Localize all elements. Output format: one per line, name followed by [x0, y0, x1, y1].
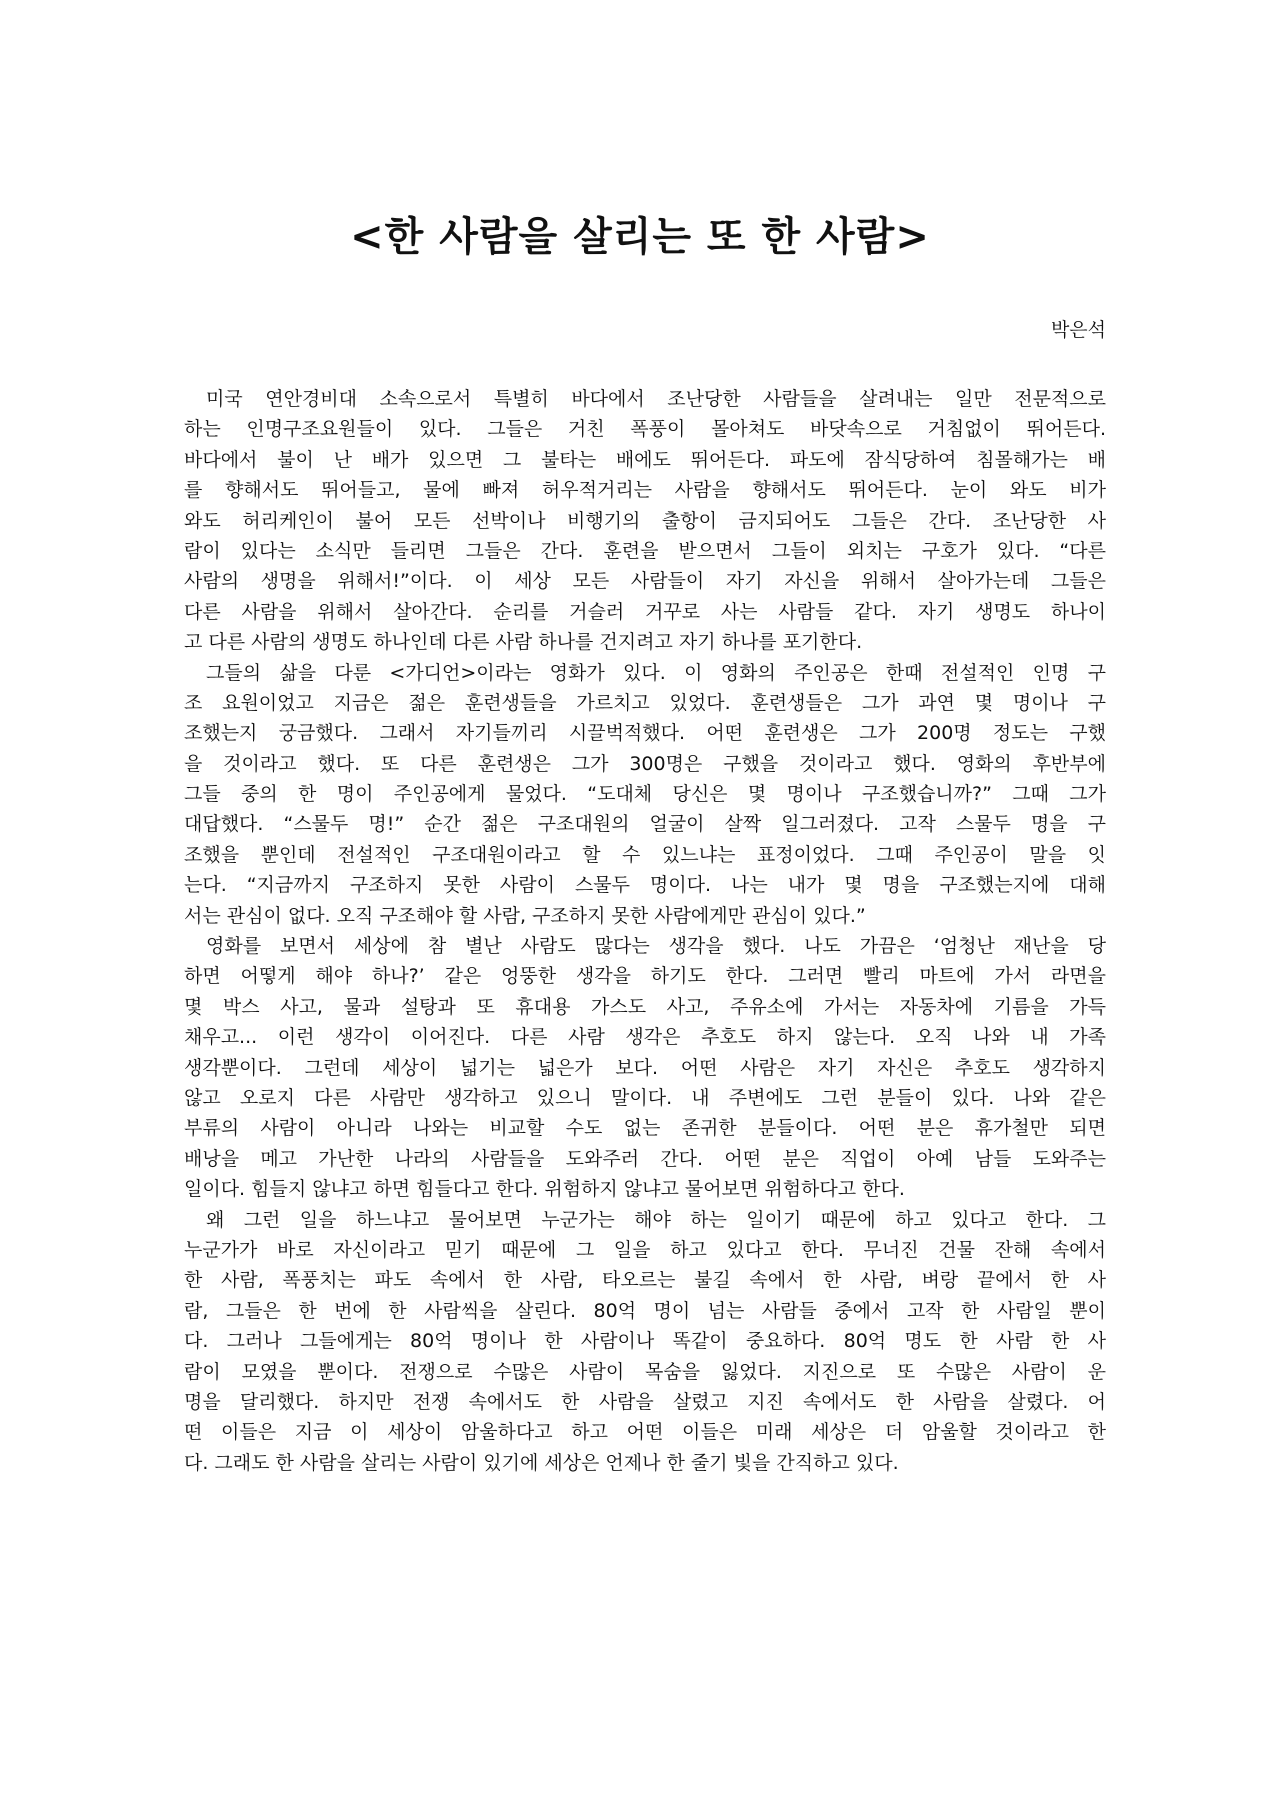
text-line: 부류의 사람이 아니라 나와는 비교할 수도 없는 존귀한 분들이다. 어떤 분은 휴가철만 되면: [184, 1117, 1106, 1140]
text-line: 하면 어떻게 해야 하나?’ 같은 엉뚱한 생각을 하기도 한다. 그러면 빨리 마트에 가서 라면을: [184, 965, 1106, 988]
text-line: 람이 모였을 뿐이다. 전쟁으로 수많은 사람이 목숨을 잃었다. 지진으로 또 수많은 사람이 운: [184, 1360, 1106, 1383]
text-line: 영화를 보면서 세상에 참 별난 사람도 많다는 생각을 했다. 나도 가끔은 ‘엄청난 재난을 당: [206, 935, 1106, 958]
text-line: 그들 중의 한 명이 주인공에게 물었다. “도대체 당신은 몇 명이나 구조했습니까?” 그때 그가: [184, 783, 1106, 806]
text-line: 서는 관심이 없다. 오직 구조해야 할 사람, 구조하지 못한 사람에게만 관심이 있다.”: [184, 904, 866, 927]
text-line: 다. 그러나 그들에게는 80억 명이나 한 사람이나 똑같이 중요하다. 80억 명도 한 사람 한 사: [184, 1330, 1106, 1353]
text-line: 와도 허리케인이 불어 모든 선박이나 비행기의 출항이 금지되어도 그들은 간다. 조난당한 사: [184, 509, 1106, 532]
text-line: 그들의 삶을 다룬 <가디언>이라는 영화가 있다. 이 영화의 주인공은 한때 전설적인 인명 구: [206, 661, 1106, 684]
text-line: 고 다른 사람의 생명도 하나인데 다른 사람 하나를 건지려고 자기 하나를 포기한다.: [184, 631, 863, 654]
text-line: 한 사람, 폭풍치는 파도 속에서 한 사람, 타오르는 불길 속에서 한 사람, 벼랑 끝에서 한 사: [184, 1269, 1106, 1292]
paragraph: [184, 931, 1106, 1205]
text-line: 를 향해서도 뛰어들고, 물에 빠져 허우적거리는 사람을 향해서도 뛰어든다. 눈이 와도 비가: [184, 479, 1106, 502]
text-line: 생각뿐이다. 그런데 세상이 넓기는 넓은가 보다. 어떤 사람은 자기 자신은 추호도 생각하지: [184, 1056, 1106, 1079]
text-line: 조 요원이었고 지금은 젊은 훈련생들을 가르치고 있었다. 훈련생들은 그가 과연 몇 명이나 구: [184, 691, 1106, 714]
paragraph: [184, 658, 1106, 932]
paragraph: [184, 1205, 1106, 1479]
text-line: 않고 오로지 다른 사람만 생각하고 있으니 말이다. 내 주변에도 그런 분들이 있다. 나와 같은: [184, 1086, 1106, 1109]
text-line: 람, 그들은 한 번에 한 사람씩을 살린다. 80억 명이 넘는 사람들 중에서 고작 한 사람일 뿐이: [184, 1299, 1106, 1322]
text-line: 다. 그래도 한 사람을 살리는 사람이 있기에 세상은 언제나 한 줄기 빛을 간직하고 있다.: [184, 1451, 899, 1474]
text-line: 배낭을 메고 가난한 나라의 사람들을 도와주러 간다. 어떤 분은 직업이 아예 남들 도와주는: [184, 1147, 1106, 1170]
text-line: 조했는지 궁금했다. 그래서 자기들끼리 시끌벅적했다. 어떤 훈련생은 그가 200명 정도는 구했: [184, 722, 1106, 745]
document-title: <한 사람을 살리는 또 한 사람>: [350, 214, 930, 260]
text-line: 대답했다. “스물두 명!” 순간 젊은 구조대원의 얼굴이 살짝 일그러졌다. 고작 스물두 명을 구: [184, 813, 1106, 836]
text-line: 조했을 뿐인데 전설적인 구조대원이라고 할 수 있느냐는 표정이었다. 그때 주인공이 말을 잇: [184, 843, 1106, 866]
text-line: 떤 이들은 지금 이 세상이 암울하다고 하고 어떤 이들은 미래 세상은 더 암울할 것이라고 한: [184, 1421, 1106, 1444]
text-line: 몇 박스 사고, 물과 설탕과 또 휴대용 가스도 사고, 주유소에 가서는 자동차에 기름을 가득: [184, 995, 1106, 1018]
text-line: 일이다. 힘들지 않냐고 하면 힘들다고 한다. 위험하지 않냐고 물어보면 위험하다고 한다.: [184, 1178, 905, 1201]
author-name: 박은석: [1050, 319, 1106, 341]
text-line: 람이 있다는 소식만 들리면 그들은 간다. 훈련을 받으면서 그들이 외치는 구호가 있다. “다른: [184, 539, 1106, 562]
text-line: 사람의 생명을 위해서!”이다. 이 세상 모든 사람들이 자기 자신을 위해서 살아가는데 그들은: [184, 570, 1106, 593]
text-line: 왜 그런 일을 하느냐고 물어보면 누군가는 해야 하는 일이기 때문에 하고 있다고 한다. 그: [206, 1208, 1106, 1231]
text-line: 하는 인명구조요원들이 있다. 그들은 거친 폭풍이 몰아쳐도 바닷속으로 거침없이 뛰어든다.: [184, 418, 1106, 441]
text-line: 는다. “지금까지 구조하지 못한 사람이 스물두 명이다. 나는 내가 몇 명을 구조했는지에 대해: [184, 874, 1106, 897]
text-line: 을 것이라고 했다. 또 다른 훈련생은 그가 300명은 구했을 것이라고 했다. 영화의 후반부에: [184, 752, 1106, 775]
document-body: [184, 384, 1106, 1478]
text-line: 채우고... 이런 생각이 이어진다. 다른 사람 생각은 추호도 하지 않는다. 오직 나와 내 가족: [184, 1026, 1106, 1049]
paragraph: [184, 384, 1106, 658]
text-line: 다른 사람을 위해서 살아간다. 순리를 거슬러 거꾸로 사는 사람들 같다. 자기 생명도 하나이: [184, 600, 1106, 623]
text-line: 명을 달리했다. 하지만 전쟁 속에서도 한 사람을 살렸고 지진 속에서도 한 사람을 살렸다. 어: [184, 1390, 1106, 1413]
text-line: 바다에서 불이 난 배가 있으면 그 불타는 배에도 뛰어든다. 파도에 잠식당하여 침몰해가는 배: [184, 448, 1106, 471]
text-line: 누군가가 바로 자신이라고 믿기 때문에 그 일을 하고 있다고 한다. 무너진 건물 잔해 속에서: [184, 1238, 1106, 1261]
text-line: 미국 연안경비대 소속으로서 특별히 바다에서 조난당한 사람들을 살려내는 일만 전문적으로: [206, 388, 1106, 410]
